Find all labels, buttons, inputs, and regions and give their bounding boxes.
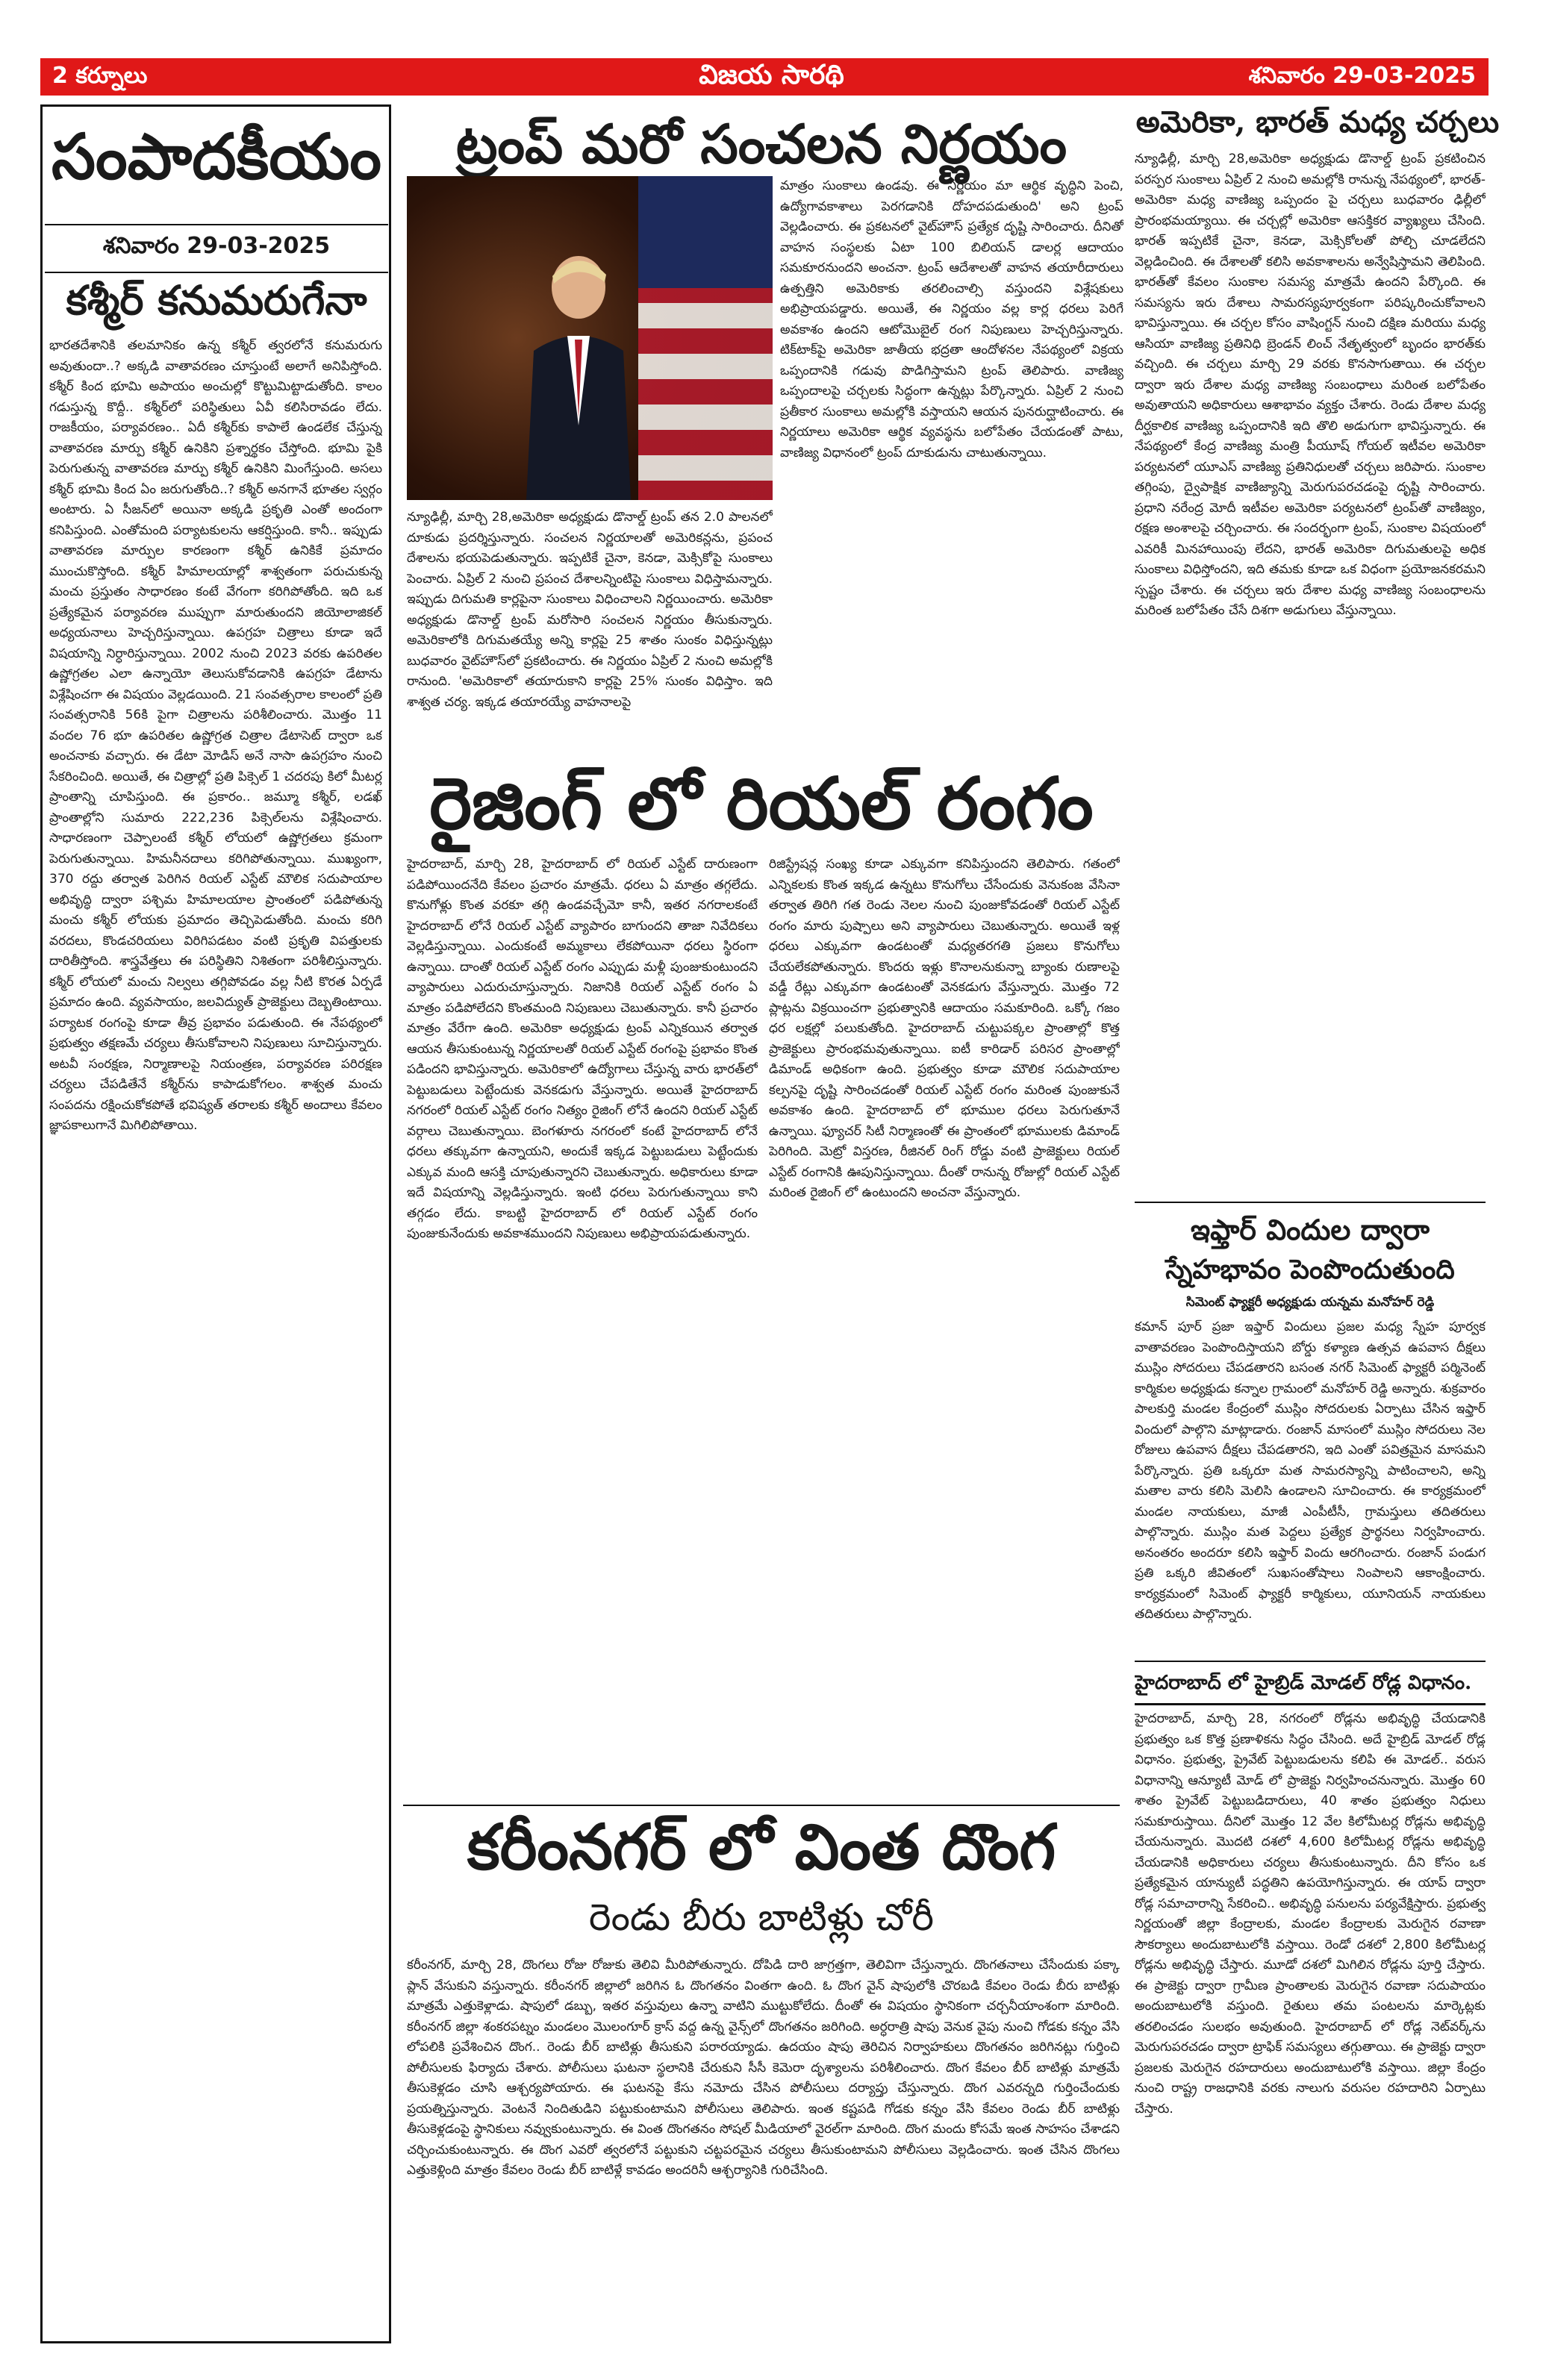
iftar-divider (1135, 1202, 1486, 1203)
india-us-headline: అమెరికా, భారత్ మధ్య చర్చలు (1135, 104, 1500, 140)
iftar-headline-line2: స్నేహభావం పెంపొందుతుంది (1165, 1254, 1455, 1285)
india-us-body: న్యూఢిల్లీ, మార్చి 28,అమెరికా అధ్యక్షుడు డొనాల్డ్ ట్రంప్ ప్రకటించిన పరస్పర సుంకాలు ఏప్రిల్ 2 నుంచి అమల్లోకి రానున్న నేపథ్యంలో, భారత్-అమెరికా మధ్య వాణిజ్య ఒప్పందం పై చర్చలు బుధవారం ఢిల్లీలో ప్రారంభమయ్యాయి. ఈ చర్చల్లో అమెరికా ఆసక్తికర వ్యాఖ్యలు చేసింది. భారత్ ఇప్పటికే చైనా, కెనడా, మెక్సికోలతో పోల్చి చూడలేదని వెల్లడించింది. ఈ దేశాలతో కలిసి అవకాశాలను అన్వేషిస్తామని తెలిపింది. భారత్‌తో కేవలం సుంకాల సమస్య మాత్రమే ఉందని పేర్కొంది. ఈ సమస్యను ఇరు దేశాలు సామరస్యపూర్వకంగా పరిష్కరించుకోవాలని భావిస్తున్నాయి. ఈ చర్చల కోసం వాషింగ్టన్ నుంచి దక్షిణ మరియు మధ్య ఆసియా వాణిజ్య ప్రతినిధి బ్రెండన్ లించ్ నేతృత్వంలో బృందం భారత్‌కు వచ్చింది. ఈ చర్చలు మార్చి 29 వరకు కొనసాగుతాయి. ఈ చర్చల ద్వారా ఇరు దేశాల మధ్య వాణిజ్య సంబంధాలు మరింత బలోపేతం అవుతాయని అధికారులు ఆశాభావం వ్యక్తం చేశారు. రెండు దేశాల మధ్య దీర్ఘకాలిక వాణిజ్య ఒప్పందానికి ఇది తొలి అడుగుగా భావిస్తున్నారు. ఈ నేపథ్యంలో కేంద్ర వాణిజ్య మంత్రి పీయూష్ గోయల్ ఇటీవల అమెరికా పర్యటనలో యూఎస్ వాణిజ్య ప్రతినిధులతో చర్చలు జరిపారు. సుంకాల తగ్గింపు, ద్వైపాక్షిక వాణిజ్యాన్ని మెరుగుపరచడంపై దృష్టి సారించారు. ప్రధాని నరేంద్ర మోదీ ఇటీవల అమెరికా పర్యటనలో ట్రంప్‌తో వాణిజ్యం, రక్షణ అంశాలపై చర్చించారు. ఈ సందర్భంగా ట్రంప్, సుంకాల విషయంలో ఎవరికీ మినహాయింపు లేదని, భారత్ అమెరికా దిగుమతులపై అధిక సుంకాలు విధిస్తోందని, ఇది తమకు కూడా ఒక విధంగా ప్రయోజనకరమని స్పష్టం చేశారు. ఈ చర్చలు ఇరు దేశాల మధ్య వాణిజ్య సంబంధాలను మరింత బలోపేతం చేసే దిశగా అడుగులు వేస్తున్నాయి. (1135, 152, 1486, 618)
issue-date: శనివారం 29-03-2025 (1248, 63, 1476, 89)
us-flag-canton (638, 176, 773, 288)
editorial-section-title: సంపాదకీయం (52, 119, 381, 193)
realestate-headline: రైజింగ్ లో రియల్ రంగం (429, 761, 1094, 846)
page-label: 2 కర్నూలు (52, 63, 148, 89)
iftar-byline: సిమెంట్ ఫ్యాక్టరీ అధ్యక్షుడు యన్నమ మనోహర్ రెడ్డి (1185, 1295, 1435, 1310)
editorial-headline: కశ్మీర్ కనుమరుగేనా (66, 276, 367, 324)
karimnagar-divider (403, 1805, 1120, 1806)
iftar-headline-line1: ఇఫ్తార్ విందుల ద్వారా (1190, 1213, 1430, 1246)
newspaper-name: విజయ సారథి (699, 60, 844, 90)
hydra-divider (1135, 1661, 1486, 1662)
realestate-body-col1: హైదరాబాద్, మార్చి 28, హైదరాబాద్ లో రియల్ ఎస్టేట్ దారుణంగా పడిపోయిందనేది కేవలం ప్రచారం మాత్రమే. ధరలు ఏ మాత్రం తగ్గలేదు. కొనుగోళ్లు కొంత వరకూ తగ్గి ఉండవచ్చేమో కానీ, ఇతర నగరాలకంటే హైదరాబాద్ లోనే రియల్ ఎస్టేట్ వ్యాపారం బాగుందని తాజా నివేదికలు వెల్లడిస్తున్నాయి. ఎందుకంటే అమ్మకాలు లేకపోయినా ధరలు స్థిరంగా ఉన్నాయి. దాంతో రియల్ ఎస్టేట్ రంగం ఎప్పుడు మళ్లీ పుంజుకుంటుందని వ్యాపారులు ఎదురుచూస్తున్నారు. నిజానికి రియల్ ఎస్టేట్ రంగం ఏ మాత్రం పడిపోలేదని కొంతమంది నిపుణులు చెబుతున్నారు. కానీ ప్రచారం మాత్రం వేరేగా ఉంది. అమెరికా అధ్యక్షుడు ట్రంప్ ఎన్నికయిన తర్వాత ఆయన తీసుకుంటున్న నిర్ణయాలతో రియల్ ఎస్టేట్ రంగంపై ప్రభావం కొంత పడిందని భావిస్తున్నారు. అమెరికాలో ఉద్యోగాలు చేస్తున్న వారు భారత్‌లో పెట్టుబడులు పెట్టేందుకు వెనకడుగు వేస్తున్నారు. అయితే హైదరాబాద్ నగరంలో రియల్ ఎస్టేట్ రంగం నిత్యం రైజింగ్ లోనే ఉందని రియల్ ఎస్టేట్ వర్గాలు చెబుతున్నాయి. బెంగళూరు నగరంలో కంటే హైదరాబాద్ లోనే ధరలు తక్కువగా ఉన్నాయని, అందుకే ఇక్కడ పెట్టుబడులు పెట్టేందుకు ఎక్కువ మంది ఆసక్తి చూపుతున్నారని చెబుతున్నారు. అధికారులు కూడా ఇదే విషయాన్ని వెల్లడిస్తున్నారు. ఇంటి ధరలు పెరుగుతున్నాయి కాని తగ్గడం లేదు. కాబట్టి హైదరాబాద్ లో రియల్ ఎస్టేట్ రంగం పుంజుకునేందుకు అవకాశముందని నిపుణులు అభిప్రాయపడుతున్నారు. (407, 857, 758, 1241)
karimnagar-subhead: రెండు బీరు బాటిళ్లు చోరీ (588, 1896, 935, 1939)
trump-headline: ట్రంప్ మరో సంచలన నిర్ణయం (455, 112, 1067, 175)
karimnagar-headline: కరీంనగర్ లో వింత దొంగ (467, 1810, 1056, 1884)
iftar-body: కమాన్ పూర్ ప్రజా ఇఫ్తార్ విందులు ప్రజల మధ్య స్నేహ పూర్వక వాతావరణం పెంపొందిస్తాయని బోర్డు కళ్యాణ ఉత్సవ ఉపవాస దీక్షలు ముస్లిం సోదరులు చేపడతారని బసంత నగర్ సిమెంట్ ఫ్యాక్టరీ పర్మినెంట్ కార్మికుల అధ్యక్షుడు కన్నాల గ్రామంలో మనోహర్ రెడ్డి అన్నారు. శుక్రవారం పాలకుర్తి మండల కేంద్రంలో ముస్లిం సోదరులకు ఏర్పాటు చేసిన ఇఫ్తార్ విందులో పాల్గొని మాట్లాడారు. రంజాన్ మాసంలో ముస్లిం సోదరులు నెల రోజులు ఉపవాస దీక్షలు చేపడతారని, ఇది ఎంతో పవిత్రమైన మాసమని పేర్కొన్నారు. ప్రతి ఒక్కరూ మత సామరస్యాన్ని పాటించాలని, అన్ని మతాల వారు కలిసి మెలిసి ఉండాలని సూచించారు. ఈ కార్యక్రమంలో మండల నాయకులు, మాజీ ఎంపీటీసీ, గ్రామస్తులు తదితరులు పాల్గొన్నారు. ముస్లిం మత పెద్దలు ప్రత్యేక ప్రార్థనలు నిర్వహించారు. అనంతరం అందరూ కలిసి ఇఫ్తార్ విందు ఆరగించారు. రంజాన్ పండుగ ప్రతి ఒక్కరి జీవితంలో సుఖసంతోషాలు నింపాలని ఆకాంక్షించారు. కార్యక్రమంలో సిమెంట్ ఫ్యాక్టరీ కార్మికులు, యూనియన్ నాయకులు తదితరులు పాల్గొన్నారు. (1135, 1319, 1486, 1622)
editorial-body: భారతదేశానికి తలమానికం ఉన్న కశ్మీర్ త్వరలోనే కనుమరుగు అవుతుందా..? అక్కడి వాతావరణం చూస్తుంటే అలాగే అనిపిస్తోంది. కశ్మీర్ కింద భూమి అపాయం అంచుల్లో కొట్టుమిట్టాడుతోంది. కాలం గడుస్తున్న కొద్దీ.. కశ్మీర్‌లో పరిస్థితులు ఏవీ కలిసిరావడం లేదు. రాజకీయం, పర్యావరణం.. ఏదీ కశ్మీర్‌కు కాపాలే ఉండలేక చేస్తున్న వాతావరణ మార్పు కశ్మీర్ ఉనికిని ప్రశ్నార్థకం చేస్తోంది. భూమి పైకి పెరుగుతున్న వాతావరణ మార్పు కశ్మీర్ ఉనికిని మింగేస్తుంది. అసలు కశ్మీర్ భూమి కింద ఏం జరుగుతోంది..? కశ్మీర్ అనగానే భూతల స్వర్గం అంటారు. ఏ సీజన్‌లో అయినా అక్కడి ప్రకృతి ఎంతో అందంగా కనిపిస్తుంది. ఎంతోమంది పర్యాటకులను ఆకర్షిస్తుంది. కానీ.. ఇప్పుడు వాతావరణ మార్పుల కారణంగా కశ్మీర్ ఉనికికే ప్రమాదం ముంచుకొస్తోంది. కశ్మీర్ హిమాలయాల్లో శాశ్వతంగా పరుచుకున్న మంచు ప్రస్తుతం సాధారణం కంటే వేగంగా కరిగిపోతోంది. ఇది ఒక ప్రత్యేకమైన పర్యావరణ ముప్పుగా మారుతుందని జియోలాజికల్ అధ్యయనాలు హెచ్చరిస్తున్నాయి. ఉపగ్రహ చిత్రాలు కూడా ఇదే విషయాన్ని నిర్ధారిస్తున్నాయి. 2002 నుంచి 2023 వరకు ఉపరితల ఉష్ణోగ్రతల ఎలా ఉన్నాయో తెలుసుకోవడానికి ఉపగ్రహ డేటాను విశ్లేషించగా ఈ విషయం వెల్లడయింది. 21 సంవత్సరాల కాలంలో ప్రతి సంవత్సరానికి 56కి పైగా చిత్రాలను పరిశీలించారు. మొత్తం 11 వందల 76 భూ ఉపరితల ఉష్ణోగ్రత చిత్రాల డేటాసెట్ ద్వారా ఒక అంచనాకు వచ్చారు. ఈ డేటా మోడిస్ అనే నాసా ఉపగ్రహం నుంచి సేకరించింది. అయితే, ఈ చిత్రాల్లో ప్రతి పిక్సెల్ 1 చదరపు కిలో మీటర్ల ప్రాంతాన్ని చూపిస్తుంది. ఈ ప్రకారం.. జమ్మూ కశ్మీర్, లడఖ్ ప్రాంతాల్లోని సుమారు 222,236 పిక్సెల్‌లను విశ్లేషించారు. సాధారణంగా చెప్పాలంటే కశ్మీర్ లోయలో ఉష్ణోగ్రతలు క్రమంగా పెరుగుతున్నాయి. హిమనీనదాలు కరిగిపోతున్నాయి. ముఖ్యంగా, 370 రద్దు తర్వాత పెరిగిన రియల్ ఎస్టేట్ మౌలిక సదుపాయాల అభివృద్ధి ద్వారా పశ్చిమ హిమాలయాల ప్రాంతంలో పడిపోతున్న మంచు కశ్మీర్ లోయకు ప్రమాదం తెచ్చిపెడుతోంది. మంచు కరిగి వరదలు, కొండచరియలు విరిగిపడటం వంటి ప్రకృతి విపత్తులకు దారితీస్తోంది. శాస్త్రవేత్తలు ఈ పరిస్థితిని నిశితంగా పరిశీలిస్తున్నారు. కశ్మీర్ లోయలో మంచు నిల్వలు తగ్గిపోవడం వల్ల నీటి కొరత ఏర్పడే ప్రమాదం ఉంది. వ్యవసాయం, జలవిద్యుత్ ప్రాజెక్టులు దెబ్బతింటాయి. పర్యాటక రంగంపై కూడా తీవ్ర ప్రభావం పడుతుంది. ఈ నేపథ్యంలో ప్రభుత్వం తక్షణమే చర్యలు తీసుకోవాలని నిపుణులు సూచిస్తున్నారు. అటవీ సంరక్షణ, నిర్మాణాలపై నియంత్రణ, పర్యావరణ పరిరక్షణ చర్యలు చేపడితేనే కశ్మీర్‌ను కాపాడుకోగలం. శాశ్వత మంచు సంపదను రక్షించుకోకపోతే భవిష్యత్ తరాలకు కశ్మీర్ అందాలు కేవలం జ్ఞాపకాలుగానే మిగిలిపోతాయి. (49, 338, 382, 1133)
hydra-body: హైదరాబాద్, మార్చి 28, నగరంలో రోడ్లను అభివృద్ధి చేయడానికి ప్రభుత్వం ఒక కొత్త ప్రణాళికను సిద్ధం చేసింది. అదే హైబ్రిడ్ మోడల్ రోడ్ల విధానం. ప్రభుత్వ, ప్రైవేట్ పెట్టుబడులను కలిపి ఈ మోడల్.. వరుస విధానాన్ని ఆన్యూటీ మోడ్ లో ప్రాజెక్టు నిర్వహించనున్నారు. మొత్తం 60 శాతం ప్రైవేట్ పెట్టుబడిదారులు, 40 శాతం ప్రభుత్వం నిధులు సమకూరుస్తాయి. దీనిలో మొత్తం 12 వేల కిలోమీటర్ల రోడ్లను అభివృద్ధి చేయనున్నారు. మొదటి దశలో 4,600 కిలోమీటర్ల రోడ్లను అభివృద్ధి చేయడానికి అధికారులు చర్యలు తీసుకుంటున్నారు. దీని కోసం ఒక ప్రత్యేకమైన యాన్యుటీ పద్ధతిని ఉపయోగిస్తున్నారు. ఈ యాప్ ద్వారా రోడ్ల సమాచారాన్ని సేకరించి.. అభివృద్ధి పనులను పర్యవేక్షిస్తారు. ప్రభుత్వ నిర్ణయంతో జిల్లా కేంద్రాలకు, మండల కేంద్రాలకు మెరుగైన రవాణా సౌకర్యాలు అందుబాటులోకి వస్తాయి. రెండో దశలో 2,800 కిలోమీటర్ల రోడ్లను అభివృద్ధి చేస్తారు. మూడో దశలో మిగిలిన రోడ్లను పూర్తి చేస్తారు. ఈ ప్రాజెక్టు ద్వారా గ్రామీణ ప్రాంతాలకు మెరుగైన రవాణా సదుపాయం అందుబాటులోకి వస్తుంది. రైతులు తమ పంటలను మార్కెట్లకు తరలించడం సులభం అవుతుంది. హైదరాబాద్ లో రోడ్ల నెట్‌వర్క్‌ను మెరుగుపరచడం ద్వారా ట్రాఫిక్ సమస్యలు తగ్గుతాయి. ఈ ప్రాజెక్టు ద్వారా ప్రజలకు మెరుగైన రహదారులు అందుబాటులోకి వస్తాయి. జిల్లా కేంద్రం నుంచి రాష్ట్ర రాజధానికి వరకు నాలుగు వరుసల రహదారిని ఏర్పాటు చేస్తారు. (1135, 1711, 1486, 2117)
speaker-figure (523, 246, 635, 500)
editorial-date: శనివారం 29-03-2025 (45, 224, 388, 273)
karimnagar-body: కరీంనగర్, మార్చి 28, దొంగలు రోజు రోజుకు తెలివి మీరిపోతున్నారు. దోపిడి దారి జాగ్రత్తగా, తెలివిగా చేస్తున్నారు. దొంగతనాలు చేసేందుకు పక్కా ప్లాన్ వేసుకుని వస్తున్నారు. కరీంనగర్ జిల్లాలో జరిగిన ఓ దొంగతనం వింతగా ఉంది. ఓ దొంగ వైన్ షాపులోకి చొరబడి కేవలం రెండు బీరు బాటిళ్లు మాత్రమే ఎత్తుకెళ్లాడు. షాపులో డబ్బు, ఇతర వస్తువులు ఉన్నా వాటిని ముట్టుకోలేదు. దీంతో ఈ విషయం స్థానికంగా చర్చనీయాంశంగా మారింది. కరీంనగర్ జిల్లా శంకరపట్నం మండలం మొలంగూర్ క్రాస్ వద్ద ఉన్న వైన్స్‌లో దొంగతనం జరిగింది. అర్ధరాత్రి షాపు వెనుక వైపు నుంచి గోడకు కన్నం వేసి లోపలికి ప్రవేశించిన దొంగ.. రెండు బీర్ బాటిళ్లు తీసుకుని పరారయ్యాడు. ఉదయం షాపు తెరిచిన నిర్వాహకులు దొంగతనం జరిగినట్లు గుర్తించి పోలీసులకు ఫిర్యాదు చేశారు. పోలీసులు ఘటనా స్థలానికి చేరుకుని సీసీ కెమెరా దృశ్యాలను పరిశీలించారు. దొంగ కేవలం బీర్ బాటిళ్లు మాత్రమే తీసుకెళ్లడం చూసి ఆశ్చర్యపోయారు. ఈ ఘటనపై కేసు నమోదు చేసిన పోలీసులు దర్యాప్తు చేస్తున్నారు. దొంగ ఎవరన్నది గుర్తించేందుకు ప్రయత్నిస్తున్నారు. వెంటనే నిందితుడిని పట్టుకుంటామని పోలీసులు తెలిపారు. ఇంత కష్టపడి గోడకు కన్నం వేసి కేవలం రెండు బీర్ బాటిళ్లు తీసుకెళ్లడంపై స్థానికులు నవ్వుకుంటున్నారు. ఈ వింత దొంగతనం సోషల్ మీడియాలో వైరల్‌గా మారింది. దొంగ మందు కోసమే ఇంత సాహసం చేశాడని చర్చించుకుంటున్నారు. ఈ దొంగ ఎవరో త్వరలోనే పట్టుకుని చట్టపరమైన చర్యలు తీసుకుంటామని పోలీసులు వెల్లడించారు. ఇంత చేసిన దొంగలు ఎత్తుకెళ్లింది మాత్రం కేవలం రెండు బీర్ బాటిళ్లే కావడం అందరినీ ఆశ్చర్యానికి గురిచేసింది. (407, 1958, 1120, 2178)
trump-body-col2: మాత్రం సుంకాలు ఉండవు. ఈ నిర్ణయం మా ఆర్థిక వృద్ధిని పెంచి, ఉద్యోగావకాశాలు పెరగడానికి దోహదపడుతుంది' అని ట్రంప్ వెల్లడించారు. ఈ ప్రకటనలో వైట్‌హౌస్ ప్రత్యేక దృష్టి సారించారు. దీనితో వాహన సంస్థలకు ఏటా 100 బిలియన్ డాలర్ల ఆదాయం సమకూరనుందని అంచనా. ట్రంప్ ఆదేశాలతో వాహన తయారీదారులు ఉత్పత్తిని అమెరికాకు తరలించాల్సి వస్తుందని విశ్లేషకులు అభిప్రాయపడ్డారు. అయితే, ఈ నిర్ణయం వల్ల కార్ల ధరలు పెరిగే అవకాశం ఉందని ఆటోమొబైల్ రంగ నిపుణులు హెచ్చరిస్తున్నారు. టిక్‌టాక్‌పై అమెరికా జాతీయ భద్రతా ఆందోళనల నేపథ్యంలో విక్రయ ఒప్పందానికి గడువు పొడిగిస్తామని ట్రంప్ తెలిపారు. వాణిజ్య ఒప్పందాలపై చర్చలకు సిద్ధంగా ఉన్నట్లు పేర్కొన్నారు. ఏప్రిల్ 2 నుంచి ప్రతీకార సుంకాలు అమల్లోకి వస్తాయని ఆయన పునరుద్ఘాటించారు. ఈ నిర్ణయాలు అమెరికా ఆర్థిక వ్యవస్థను బలోపేతం చేయడంతో పాటు, వాణిజ్య విధానంలో ట్రంప్ దూకుడును చాటుతున్నాయి. (780, 178, 1123, 460)
hydra-headline: హైదరాబాద్ లో హైబ్రిడ్ మోడల్ రోడ్ల విధానం. (1135, 1672, 1486, 1705)
realestate-body-col2: రిజిస్ట్రేషన్ల సంఖ్య కూడా ఎక్కువగా కనిపిస్తుందని తెలిపారు. గతంలో ఎన్నికలకు కొంత ఇక్కడ ఉన్నటు కొనుగోలు చేసేందుకు వెనుకంజ వేసినా తర్వాత తిరిగి గత రెండు నెలల నుంచి పుంజుకోవడంతో రియల్ ఎస్టేట్ రంగం మారు పుష్పాలు అని వ్యాపారులు చెబుతున్నారు. అయితే ఇళ్ల ధరలు ఎక్కువగా ఉండటంతో మధ్యతరగతి ప్రజలు కొనుగోలు చేయలేకపోతున్నారు. కొందరు ఇళ్లు కొనాలనుకున్నా బ్యాంకు రుణాలపై వడ్డీ రేట్లు ఎక్కువగా ఉండటంతో వెనకడుగు వేస్తున్నారు. మొత్తం 72 ప్లాట్లను విక్రయించగా ప్రభుత్వానికి ఆదాయం సమకూరింది. ఒక్కో గజం ధర లక్షల్లో పలుకుతోంది. హైదరాబాద్ చుట్టుపక్కల ప్రాంతాల్లో కొత్త ప్రాజెక్టులు ప్రారంభమవుతున్నాయి. ఐటీ కారిడార్ పరిసర ప్రాంతాల్లో డిమాండ్ అధికంగా ఉంది. ప్రభుత్వం కూడా మౌలిక సదుపాయాల కల్పనపై దృష్టి సారించడంతో రియల్ ఎస్టేట్ రంగం మరింత పుంజుకునే అవకాశం ఉంది. హైదరాబాద్ లో భూముల ధరలు పెరుగుతూనే ఉన్నాయి. ఫ్యూచర్ సిటీ నిర్మాణంతో ఈ ప్రాంతంలో భూములకు డిమాండ్ పెరిగింది. మెట్రో విస్తరణ, రీజినల్ రింగ్ రోడ్డు వంటి ప్రాజెక్టులు రియల్ ఎస్టేట్ రంగానికి ఊపునిస్తున్నాయి. దీంతో రానున్న రోజుల్లో రియల్ ఎస్టేట్ మరింత రైజింగ్ లో ఉంటుందని అంచనా వేస్తున్నారు. (769, 857, 1120, 1200)
trump-body-col1: న్యూఢిల్లీ, మార్చి 28,అమెరికా అధ్యక్షుడు డొనాల్డ్ ట్రంప్ తన 2.0 పాలనలో దూకుడు ప్రదర్శిస్తున్నారు. సంచలన నిర్ణయాలతో అమెరికన్లను, ప్రపంచ దేశాలను భయపెడుతున్నారు. ఇప్పటికే చైనా, కెనడా, మెక్సికోపై సుంకాలు పెంచారు. ఏప్రిల్ 2 నుంచి ప్రపంచ దేశాలన్నింటిపై సుంకాలు విధిస్తామన్నారు. ఇప్పుడు దిగుమతి కార్లపైనా సుంకాలు విధించాలని నిర్ణయించారు. అమెరికా అధ్యక్షుడు డొనాల్డ్ ట్రంప్ మరోసారి సంచలన నిర్ణయం తీసుకున్నారు. అమెరికాలోకి దిగుమతయ్యే అన్ని కార్లపై 25 శాతం సుంకం విధిస్తున్నట్లు బుధవారం వైట్‌హౌస్‌లో ప్రకటించారు. ఈ నిర్ణయం ఏప్రిల్ 2 నుంచి అమల్లోకి రానుంది. 'అమెరికాలో తయారుకాని కార్లపై 25% సుంకం విధిస్తాం. ఇది శాశ్వత చర్య. ఇక్కడ తయారయ్యే వాహనాలపై (407, 510, 773, 710)
